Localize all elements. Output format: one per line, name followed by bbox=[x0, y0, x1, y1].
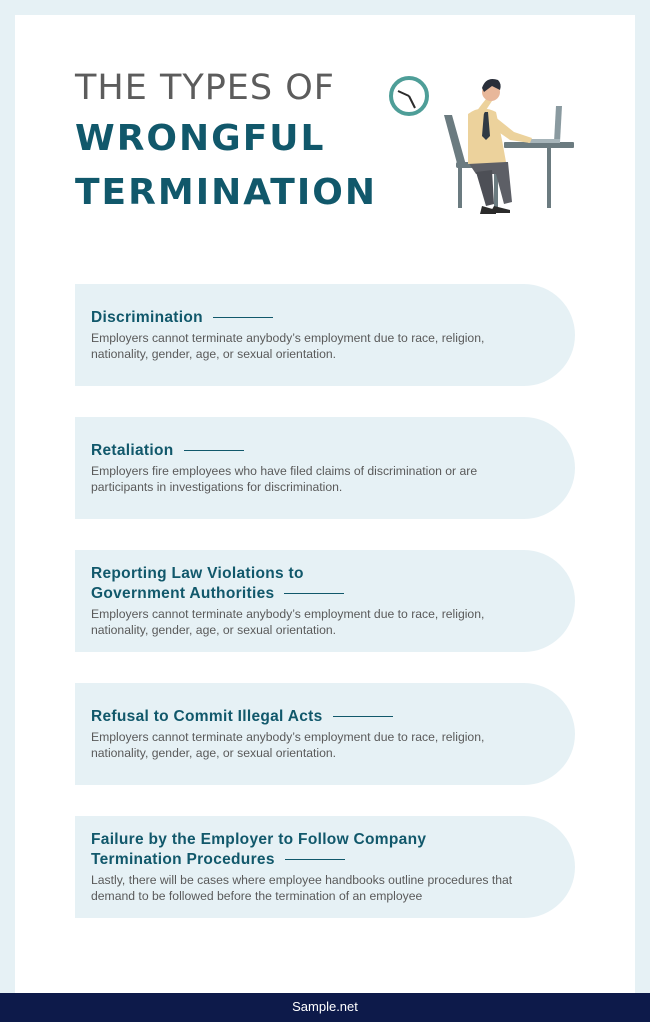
footer-bar bbox=[0, 993, 650, 1022]
card-description: Employers fire employees who have filed claims of discrimination or are participants in investigations for discrimination. bbox=[91, 464, 478, 494]
card-description: Employers cannot terminate anybody’s employment due to race, religion, nationality, gender, age, or sexual orientation. bbox=[91, 730, 485, 760]
title-rule bbox=[213, 317, 273, 318]
card-refusal-illegal-acts bbox=[75, 683, 575, 785]
desk-icon bbox=[504, 142, 574, 208]
laptop-icon bbox=[528, 106, 562, 143]
card-description: Employers cannot terminate anybody’s employment due to race, religion, nationality, gender, age, or sexual orientation. bbox=[91, 331, 485, 361]
card-reporting-law-violations bbox=[75, 550, 575, 652]
title-line-3: TERMINATION bbox=[75, 172, 377, 213]
wall-clock-icon bbox=[391, 78, 427, 114]
title-rule bbox=[284, 593, 344, 594]
title-line-2: WRONGFUL bbox=[75, 118, 326, 159]
card-description: Employers cannot terminate anybody’s employment due to race, religion, nationality, gender, age, or sexual orientation. bbox=[91, 607, 485, 637]
card-title: Failure by the Employer to Follow Company Termination Procedures bbox=[91, 831, 427, 868]
card-title: Discrimination bbox=[91, 308, 535, 328]
card-title: Retaliation bbox=[91, 441, 535, 461]
footer-brand[interactable]: Sample.net bbox=[292, 999, 358, 1014]
title-rule bbox=[285, 859, 345, 860]
card-description: Lastly, there will be cases where employee handbooks outline procedures that demand to be followed before the termination of an employee bbox=[91, 873, 513, 903]
card-retaliation bbox=[75, 417, 575, 519]
title-rule bbox=[333, 716, 393, 717]
card-title: Refusal to Commit Illegal Acts bbox=[91, 707, 535, 727]
card-failure-to-follow-procedures bbox=[75, 816, 575, 918]
stressed-worker-illustration bbox=[386, 70, 586, 220]
card-discrimination bbox=[75, 284, 575, 386]
title-line-1: THE TYPES OF bbox=[75, 68, 335, 108]
title-rule bbox=[184, 450, 244, 451]
card-title: Reporting Law Violations to Government Authorities bbox=[91, 564, 535, 604]
